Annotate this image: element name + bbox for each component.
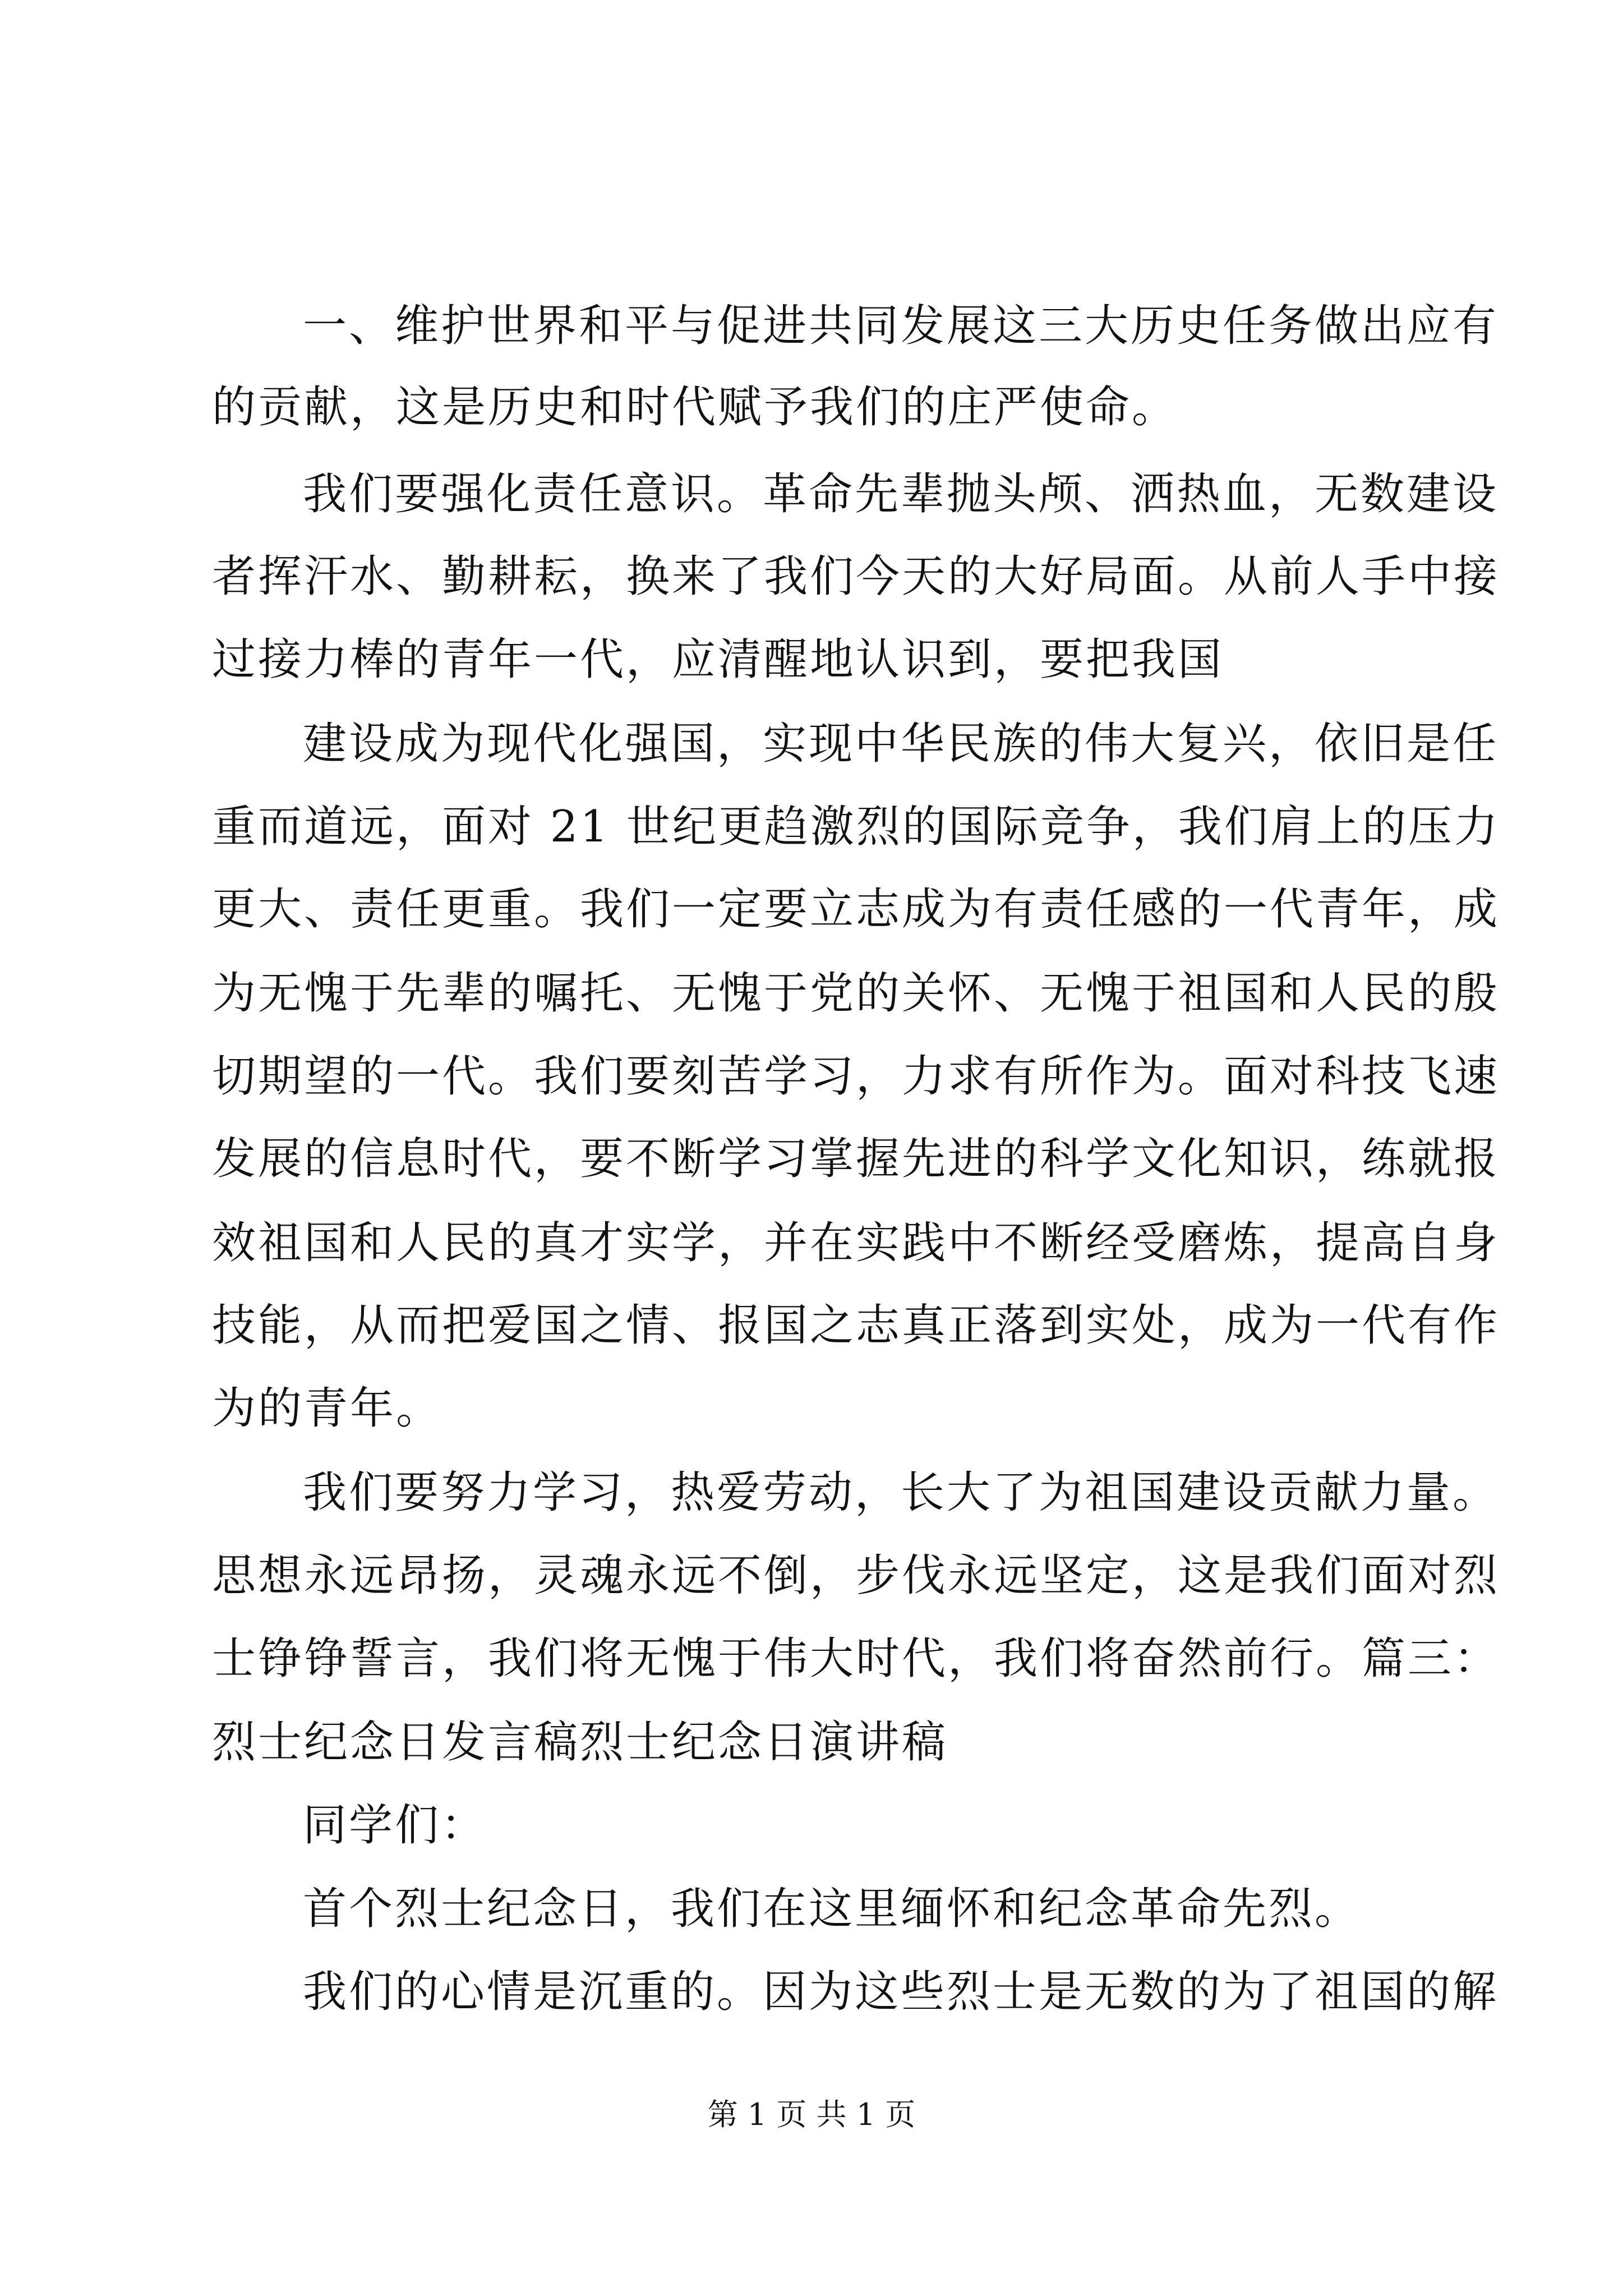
- text-line: 我们要强化责任意识。革命先辈抛头颅、洒热血，无数建设: [303, 469, 1499, 519]
- text-line: 发展的信息时代，要不断学习掌握先进的科学文化知识，练就报: [212, 1134, 1500, 1184]
- text-line: 思想永远昂扬，灵魂永远不倒，步伐永远坚定，这是我们面对烈: [212, 1550, 1500, 1601]
- text-line: 建设成为现代化强国，实现中华民族的伟大复兴，依旧是任: [303, 719, 1499, 769]
- text-line: 我们的心情是沉重的。因为这些烈士是无数的为了祖国的解: [303, 1967, 1499, 2017]
- text-line: 烈士纪念日发言稿烈士纪念日演讲稿: [212, 1717, 948, 1768]
- text-line: 过接力棒的青年一代，应清醒地认识到，要把我国: [212, 634, 1224, 685]
- text-line: 效祖国和人民的真才实学，并在实践中不断经受磨炼，提高自身: [212, 1218, 1500, 1268]
- text-line: 士铮铮誓言，我们将无愧于伟大时代，我们将奋然前行。篇三：: [212, 1634, 1500, 1684]
- text-line: 的贡献，这是历史和时代赋予我们的庄严使命。: [212, 382, 1178, 432]
- text-line: 同学们：: [303, 1800, 487, 1851]
- text-line: 更大、责任更重。我们一定要立志成为有责任感的一代青年，成: [212, 884, 1500, 935]
- text-line: 我们要努力学习，热爱劳动，长大了为祖国建设贡献力量。: [303, 1467, 1499, 1518]
- text-line: 重而道远，面对 21 世纪更趋激烈的国际竞争，我们肩上的压力: [212, 802, 1500, 852]
- text-line: 为无愧于先辈的嘱托、无愧于党的关怀、无愧于祖国和人民的殷: [212, 968, 1500, 1019]
- text-line: 技能，从而把爱国之情、报国之志真正落到实处，成为一代有作: [212, 1300, 1500, 1351]
- page-footer: 第 1 页 共 1 页: [707, 2097, 916, 2132]
- text-line: 者挥汗水、勤耕耘，换来了我们今天的大好局面。从前人手中接: [212, 551, 1500, 602]
- text-line: 首个烈士纪念日，我们在这里缅怀和纪念革命先烈。: [303, 1884, 1361, 1934]
- text-line: 一、维护世界和平与促进共同发展这三大历史任务做出应有: [303, 301, 1499, 351]
- text-line: 切期望的一代。我们要刻苦学习，力求有所作为。面对科技飞速: [212, 1051, 1500, 1102]
- text-line: 为的青年。: [212, 1383, 442, 1434]
